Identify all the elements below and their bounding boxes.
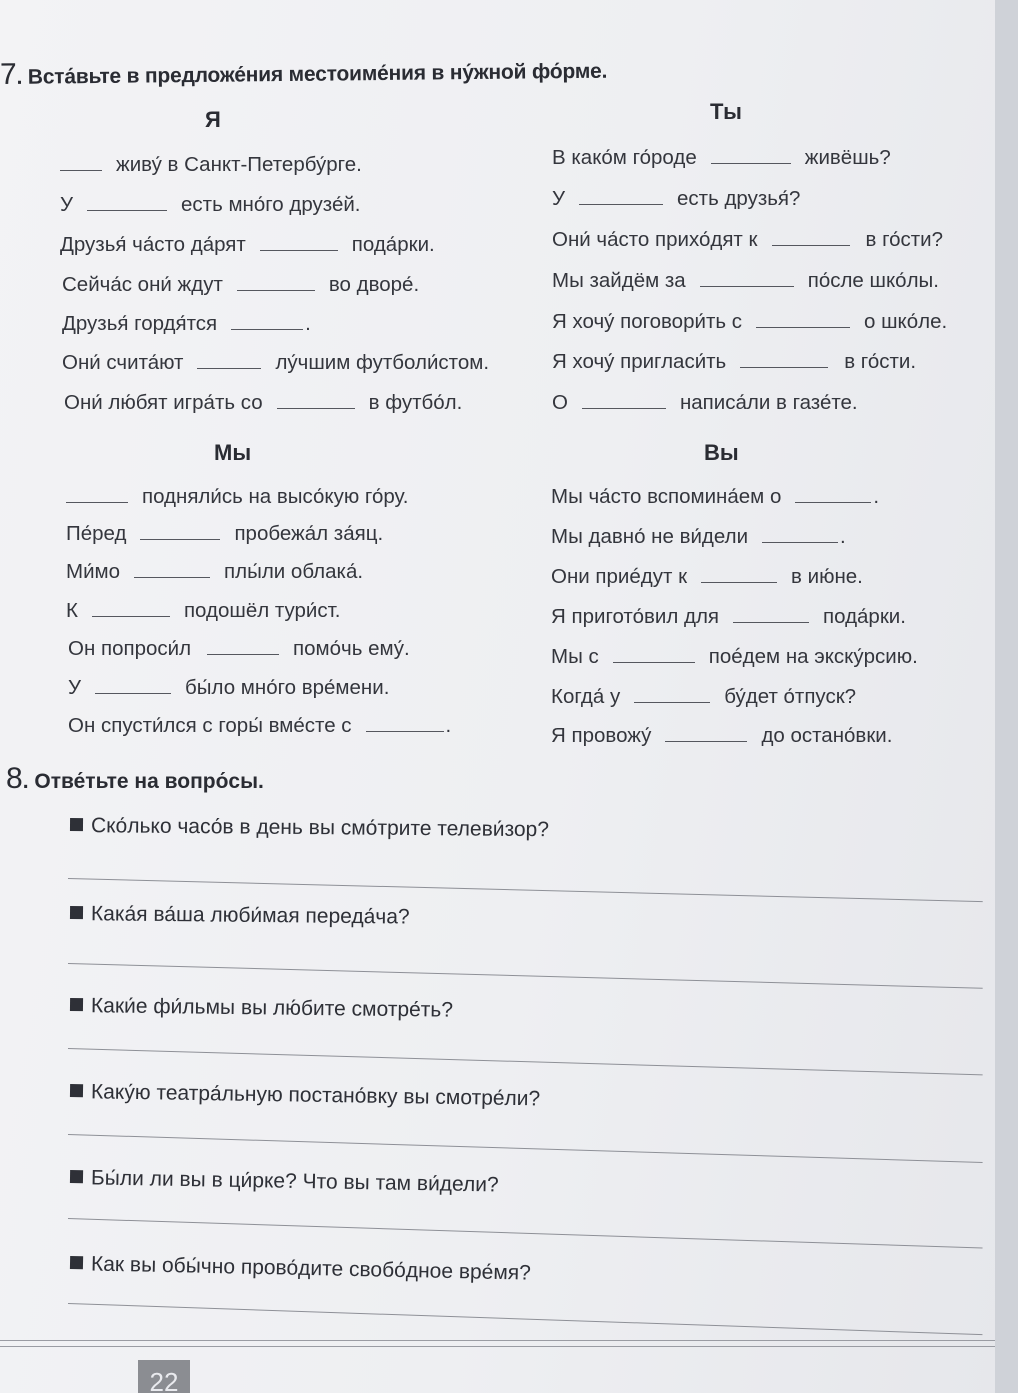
sentence-ty-6: [552, 350, 916, 374]
sentence-my-3: [66, 560, 363, 584]
answer-blank[interactable]: [711, 162, 791, 164]
bullet-square-icon: [70, 1084, 83, 1097]
sentence-part-after: в го́сти.: [844, 350, 917, 373]
sentence-ya-6: [62, 351, 489, 375]
answer-line-4[interactable]: [68, 1134, 983, 1163]
sentence-part-before: Пе́ред: [66, 522, 127, 545]
sentence-part-before: Друзья́ ча́сто да́рят: [60, 233, 246, 256]
answer-blank[interactable]: [66, 501, 128, 503]
question-text: Ско́лько часо́в в день вы смо́трите телеви́зор?: [90, 814, 550, 842]
answer-blank[interactable]: [237, 289, 315, 291]
sentence-my-2: [66, 522, 383, 546]
sentence-part-before: Я провожу́: [551, 724, 652, 747]
answer-blank[interactable]: [582, 407, 666, 409]
bullet-square-icon: [70, 1170, 83, 1183]
sentence-my-6: [68, 676, 389, 700]
answer-blank[interactable]: [579, 203, 663, 205]
answer-line-3[interactable]: [68, 1048, 983, 1075]
exercise-8-title: [6, 762, 264, 796]
sentence-vy-6: [551, 685, 856, 709]
sentence-part-after: подняли́сь на высо́кую го́ру.: [142, 485, 409, 508]
answer-blank[interactable]: [613, 661, 695, 663]
footer-rule-thin: [0, 1346, 995, 1347]
answer-blank[interactable]: [60, 169, 102, 171]
bullet-square-icon: [70, 906, 83, 919]
sentence-ty-4: [552, 269, 939, 293]
sentence-part-after: написа́ли в газе́те.: [679, 391, 858, 414]
sentence-my-5: [68, 637, 410, 661]
bullet-square-icon: [70, 1256, 83, 1269]
sentence-part-after: .: [305, 312, 311, 335]
sentence-part-before: Сейча́с они́ ждут: [62, 273, 223, 296]
sentence-my-7: [68, 714, 451, 738]
answer-blank[interactable]: [207, 653, 279, 655]
question-1: [70, 814, 549, 842]
sentence-ya-7: [64, 391, 462, 415]
sentence-vy-1: [551, 485, 879, 509]
sentence-part-after: пода́рки.: [823, 605, 906, 628]
sentence-part-after: есть друзья́?: [677, 187, 801, 210]
answer-blank[interactable]: [762, 541, 838, 543]
answer-blank[interactable]: [92, 615, 170, 617]
sentence-part-before: Когда́ у: [551, 685, 621, 708]
sentence-part-before: Мы с: [551, 645, 599, 668]
sentence-part-after: в ию́не.: [791, 565, 863, 588]
answer-blank[interactable]: [87, 209, 167, 211]
sentence-part-before: Мы давно́ не ви́дели: [551, 525, 749, 548]
answer-blank[interactable]: [733, 621, 809, 623]
answer-line-5[interactable]: [68, 1218, 983, 1249]
sentence-part-before: В како́м го́роде: [552, 146, 697, 169]
answer-blank[interactable]: [665, 740, 747, 742]
sentence-part-after: живёшь?: [804, 146, 891, 169]
question-2: [70, 902, 410, 930]
sentence-part-before: Мы ча́сто вспомина́ем о: [551, 485, 782, 508]
answer-blank[interactable]: [277, 407, 355, 409]
sentence-part-before: У: [552, 187, 566, 210]
sentence-part-after: пробежа́л за́яц.: [234, 522, 384, 545]
sentence-ya-2: [60, 193, 361, 217]
bullet-square-icon: [70, 998, 83, 1011]
column-heading-ty: Ты: [710, 99, 742, 124]
question-6: [70, 1252, 531, 1286]
sentence-part-after: пода́рки.: [351, 233, 435, 256]
sentence-part-after: до остано́вки.: [761, 724, 893, 747]
exercise-8-instruction: . Отве́тьте на вопро́сы.: [22, 770, 264, 793]
answer-blank[interactable]: [134, 576, 210, 578]
sentence-part-after: .: [873, 485, 880, 508]
exercise-8-number: 8: [6, 762, 23, 795]
sentence-part-before: О: [552, 391, 568, 414]
sentence-part-before: Ми́мо: [66, 560, 121, 583]
sentence-ty-3: [552, 228, 943, 252]
sentence-part-after: поéдем на экску́рсию.: [708, 645, 918, 668]
answer-line-1[interactable]: [68, 878, 983, 902]
sentence-part-after: о шко́ле.: [863, 310, 948, 333]
exercise-7-number: 7: [0, 57, 17, 91]
sentence-ya-1: [60, 153, 362, 177]
answer-blank[interactable]: [756, 326, 850, 328]
answer-blank[interactable]: [701, 581, 777, 583]
page-number: 22: [138, 1360, 190, 1393]
answer-line-2[interactable]: [68, 963, 983, 989]
sentence-part-after: лу́чшим футболи́стом.: [275, 351, 490, 374]
sentence-part-after: помо́чь ему́.: [293, 637, 410, 660]
sentence-ya-4: [62, 273, 419, 297]
sentence-part-after: по́сле шко́лы.: [807, 269, 939, 292]
question-text: Бы́ли ли вы в ци́рке? Что вы там ви́дели?: [90, 1166, 499, 1197]
sentence-part-after: живу́ в Санкт-Петербу́рге.: [116, 153, 362, 176]
exercise-7-instruction: . Вста́вьте в предложе́ния местоиме́ния в ну́жной фо́рме.: [16, 59, 608, 89]
sentence-part-before: У: [68, 676, 82, 699]
sentence-part-before: Я хочу́ пригласи́ть: [552, 350, 727, 373]
question-text: Каку́ю театра́льную постано́вку вы смотре́ли?: [90, 1080, 541, 1111]
bullet-square-icon: [70, 818, 83, 831]
question-3: [70, 994, 453, 1023]
sentence-vy-7: [551, 724, 892, 748]
sentence-part-after: бы́ло мно́го вре́мени.: [185, 676, 390, 699]
sentence-ya-5: [62, 312, 311, 336]
sentence-part-before: Он спусти́лся с горы́ вме́сте с: [68, 714, 352, 737]
sentence-part-before: Они́ лю́бят игра́ть со: [64, 391, 263, 414]
question-text: Как вы обы́чно прово́дите свобо́дное вре́мя?: [90, 1252, 532, 1285]
sentence-vy-5: [551, 645, 918, 669]
sentence-part-before: Я пригото́вил для: [551, 605, 720, 628]
sentence-part-after: есть мно́го друзе́й.: [181, 193, 361, 216]
answer-blank[interactable]: [700, 285, 794, 287]
sentence-my-1: [66, 485, 408, 509]
answer-blank[interactable]: [95, 692, 171, 694]
sentence-vy-3: [551, 565, 863, 589]
question-text: Каки́е фи́льмы вы лю́бите смотре́ть?: [90, 994, 454, 1022]
sentence-my-4: [66, 599, 340, 623]
sentence-part-before: Друзья́ гордя́тся: [62, 312, 218, 335]
answer-blank[interactable]: [366, 730, 444, 732]
sentence-part-after: бу́дет о́тпуск?: [724, 685, 857, 708]
footer-rule: [0, 1340, 995, 1341]
sentence-ty-7: [552, 391, 858, 415]
sentence-part-after: подошёл тури́ст.: [183, 599, 341, 622]
sentence-part-before: Мы зайдём за: [552, 269, 686, 292]
sentence-part-after: .: [840, 525, 846, 548]
sentence-ya-3: [60, 233, 435, 257]
sentence-part-before: К: [66, 599, 78, 622]
answer-blank[interactable]: [260, 249, 338, 251]
question-4: [70, 1080, 541, 1111]
question-5: [70, 1166, 499, 1197]
answer-blank[interactable]: [772, 244, 850, 246]
sentence-part-after: во дворе́.: [328, 273, 420, 296]
column-heading-vy: Вы: [704, 440, 739, 465]
column-heading-ya: Я: [205, 107, 221, 132]
sentence-ty-5: [552, 310, 947, 334]
answer-blank[interactable]: [740, 366, 828, 368]
sentence-part-before: Они́ ча́сто прихо́дят к: [552, 228, 758, 251]
sentence-ty-2: [552, 187, 800, 211]
column-heading-my: Мы: [214, 440, 252, 465]
sentence-part-before: У: [60, 193, 74, 216]
answer-blank[interactable]: [634, 701, 710, 703]
sentence-part-after: в футбо́л.: [368, 391, 463, 414]
sentence-part-before: Они приéдут к: [551, 565, 688, 588]
exercise-7-title: [0, 52, 607, 92]
sentence-vy-2: [551, 525, 846, 549]
answer-blank[interactable]: [197, 367, 261, 369]
sentence-part-after: в го́сти?: [865, 228, 944, 251]
answer-blank[interactable]: [140, 538, 220, 540]
sentence-part-before: Они́ счита́ют: [62, 351, 184, 374]
page-edge-shadow: [995, 0, 1018, 1393]
sentence-part-before: Я хочу́ поговори́ть с: [552, 310, 742, 333]
answer-blank[interactable]: [795, 501, 871, 503]
sentence-part-after: плы́ли облака́.: [224, 560, 364, 583]
answer-line-6[interactable]: [68, 1303, 983, 1335]
sentence-vy-4: [551, 605, 906, 629]
question-text: Кака́я ва́ша люби́мая переда́ча?: [90, 902, 410, 929]
sentence-part-before: Он попроси́л: [68, 637, 192, 660]
sentence-part-after: .: [445, 714, 452, 737]
answer-blank[interactable]: [231, 328, 303, 330]
sentence-ty-1: [552, 146, 891, 170]
